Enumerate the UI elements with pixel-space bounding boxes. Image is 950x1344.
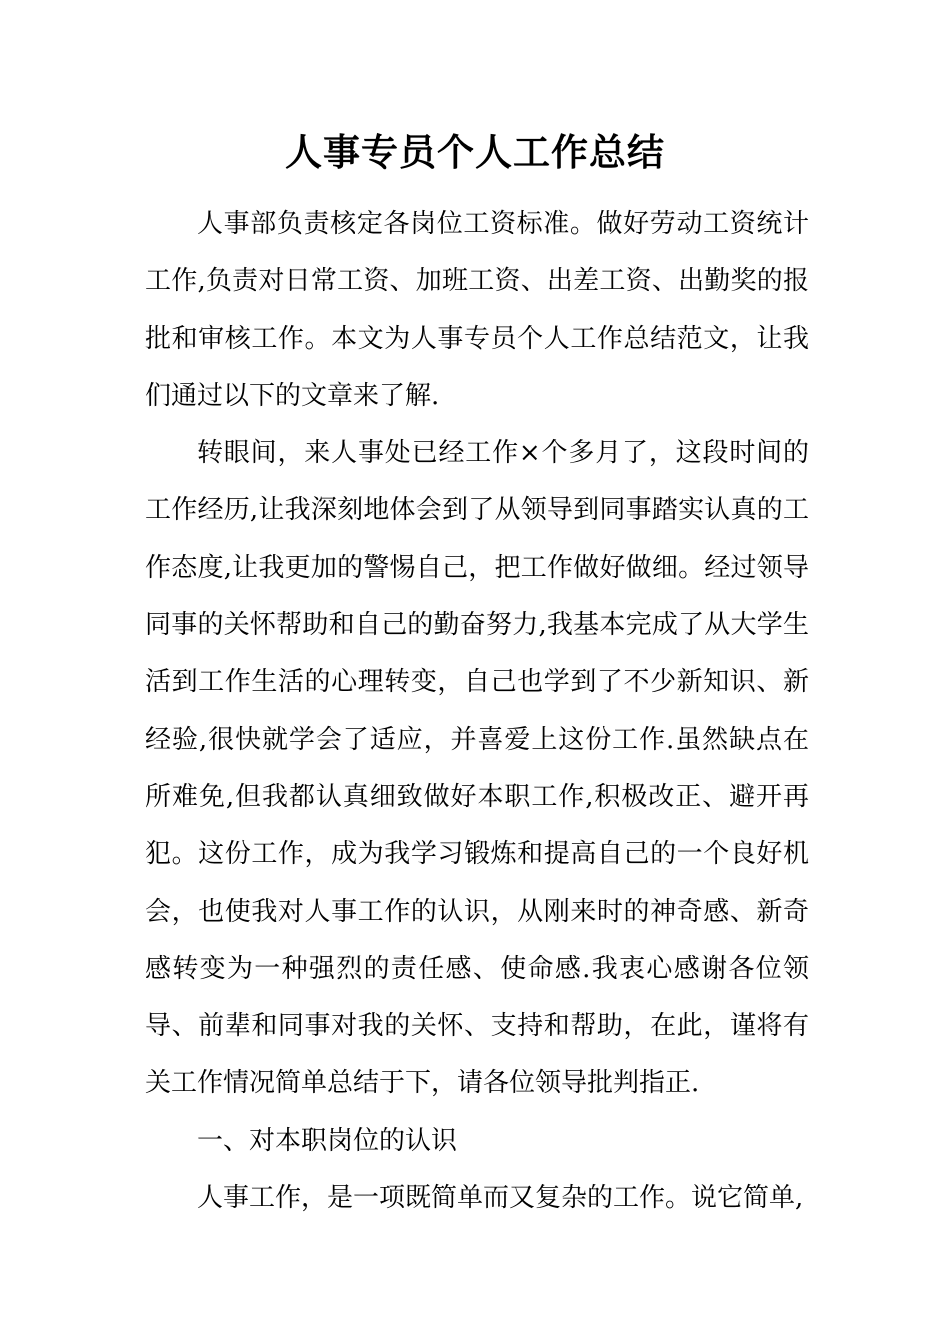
paragraph-intro: 人事部负责核定各岗位工资标准。做好劳动工资统计工作,负责对日常工资、加班工资、出差工资、出勤奖的报批和审核工作。本文为人事专员个人工作总结范文，让我们通过以下的文章来了解.	[145, 209, 809, 411]
document-body	[145, 196, 809, 1227]
paragraph-experience: 转眼间，来人事处已经工作×个多月了，这段时间的工作经历,让我深刻地体会到了从领导到同事踏实认真的工作态度,让我更加的警惕自己，把工作做好做细。经过领导同事的关怀帮助和自己的勤奋努力,我基本完成了从大学生活到工作生活的心理转变，自己也学到了不少新知识、新经验,很快就学会了适应，并喜爱上这份工作.虽然缺点在所难免,但我都认真细致做好本职工作,积极改正、避开再犯。这份工作，成为我学习锻炼和提高自己的一个良好机会，也使我对人事工作的认识，从刚来时的神奇感、新奇感转变为一种强烈的责任感、使命感.我衷心感谢各位领导、前辈和同事对我的关怀、支持和帮助，在此，谨将有关工作情况简单总结于下，请各位领导批判指正.	[145, 438, 809, 1099]
paragraph-section-start: 人事工作，是一项既简单而又复杂的工作。说它简单,	[197, 1183, 804, 1214]
section-heading: 一、对本职岗位的认识	[197, 1125, 458, 1156]
document-title: 人事专员个人工作总结	[285, 130, 665, 174]
